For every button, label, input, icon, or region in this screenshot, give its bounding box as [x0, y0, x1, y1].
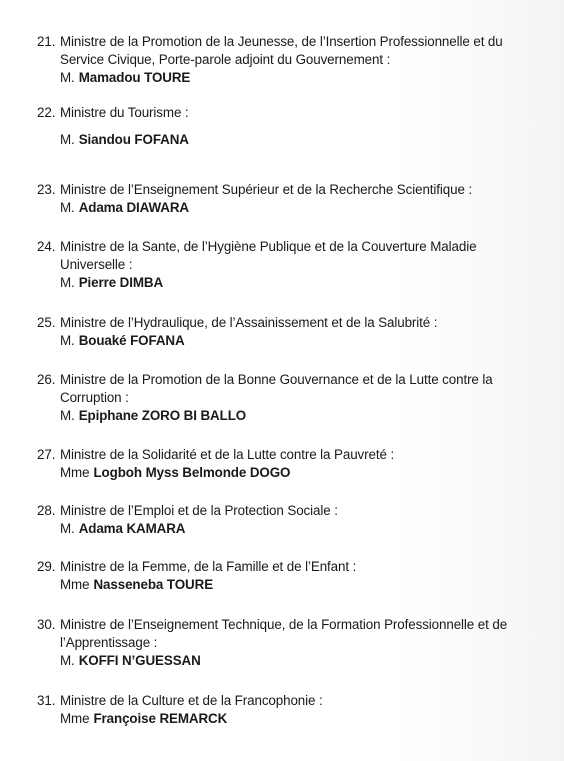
minister-person	[37, 274, 537, 292]
minister-role	[37, 238, 537, 274]
honorific: Mme	[60, 577, 90, 592]
role-text: Ministre de l’Hydraulique, de l’Assainissement et de la Salubrité :	[60, 315, 438, 330]
minister-role	[37, 104, 537, 122]
minister-role	[37, 181, 537, 199]
honorific: M.	[60, 132, 75, 147]
list-item	[37, 181, 537, 217]
minister-person	[37, 520, 537, 538]
minister-role	[37, 558, 537, 576]
role-text: Ministre de la Culture et de la Francophonie :	[60, 693, 323, 708]
role-text: Ministre de la Promotion de la Bonne Gouvernance et de la Lutte contre la Corruption :	[60, 372, 493, 405]
minister-role	[37, 446, 537, 464]
minister-role	[37, 371, 537, 407]
item-number: 27.	[37, 447, 56, 462]
minister-person	[37, 576, 537, 594]
role-text: Ministre de la Sante, de l’Hygiène Publique et de la Couverture Maladie Universelle :	[60, 239, 477, 272]
honorific: M.	[60, 408, 75, 423]
list-item	[37, 692, 537, 728]
honorific: Mme	[60, 465, 90, 480]
list-item	[37, 33, 537, 87]
list-item	[37, 502, 537, 538]
item-number: 31.	[37, 693, 56, 708]
minister-person	[37, 332, 537, 350]
item-number: 24.	[37, 239, 56, 254]
item-number: 21.	[37, 34, 56, 49]
minister-role	[37, 314, 537, 332]
minister-name: Pierre DIMBA	[78, 275, 164, 290]
role-text: Ministre du Tourisme :	[60, 105, 189, 120]
minister-role	[37, 502, 537, 520]
minister-name: Mamadou TOURE	[78, 70, 191, 85]
honorific: M.	[60, 333, 75, 348]
minister-name: Siandou FOFANA	[78, 132, 189, 147]
minister-role	[37, 692, 537, 710]
minister-role	[37, 33, 537, 69]
role-text: Ministre de l’Enseignement Technique, de la Formation Professionnelle et de l’Apprentissage :	[60, 617, 508, 650]
list-item	[37, 371, 537, 425]
minister-person	[37, 464, 537, 482]
minister-person	[37, 199, 537, 217]
item-number: 28.	[37, 503, 56, 518]
honorific: Mme	[60, 711, 90, 726]
item-number: 22.	[37, 105, 56, 120]
minister-person	[37, 131, 537, 149]
item-number: 29.	[37, 559, 56, 574]
minister-name: KOFFI N’GUESSAN	[78, 653, 201, 668]
role-text: Ministre de la Promotion de la Jeunesse, de l’Insertion Professionnelle et du Service Civique, Porte-parole adjoint du Gouvernement :	[60, 34, 503, 67]
role-text: Ministre de l’Emploi et de la Protection Sociale :	[60, 503, 338, 518]
minister-name: Adama KAMARA	[78, 521, 186, 536]
minister-name: Epiphane ZORO BI BALLO	[78, 408, 247, 423]
item-number: 23.	[37, 182, 56, 197]
list-item	[37, 616, 537, 670]
honorific: M.	[60, 521, 75, 536]
minister-person	[37, 652, 537, 670]
list-item	[37, 446, 537, 482]
honorific: M.	[60, 200, 75, 215]
minister-name: Nasseneba TOURE	[93, 577, 214, 592]
minister-person	[37, 710, 537, 728]
item-number: 26.	[37, 372, 56, 387]
item-number: 25.	[37, 315, 56, 330]
minister-name: Bouaké FOFANA	[78, 333, 185, 348]
role-text: Ministre de l’Enseignement Supérieur et de la Recherche Scientifique :	[60, 182, 473, 197]
minister-name: Logboh Myss Belmonde DOGO	[93, 465, 291, 480]
honorific: M.	[60, 653, 75, 668]
honorific: M.	[60, 275, 75, 290]
item-number: 30.	[37, 617, 56, 632]
minister-role	[37, 616, 537, 652]
list-item	[37, 558, 537, 594]
minister-person	[37, 69, 537, 87]
list-item	[37, 238, 537, 292]
role-text: Ministre de la Femme, de la Famille et de l’Enfant :	[60, 559, 357, 574]
minister-person	[37, 407, 537, 425]
minister-name: Françoise REMARCK	[93, 711, 228, 726]
list-item	[37, 314, 537, 350]
honorific: M.	[60, 70, 75, 85]
list-item	[37, 104, 537, 149]
minister-name: Adama DIAWARA	[78, 200, 189, 215]
role-text: Ministre de la Solidarité et de la Lutte contre la Pauvreté :	[60, 447, 395, 462]
